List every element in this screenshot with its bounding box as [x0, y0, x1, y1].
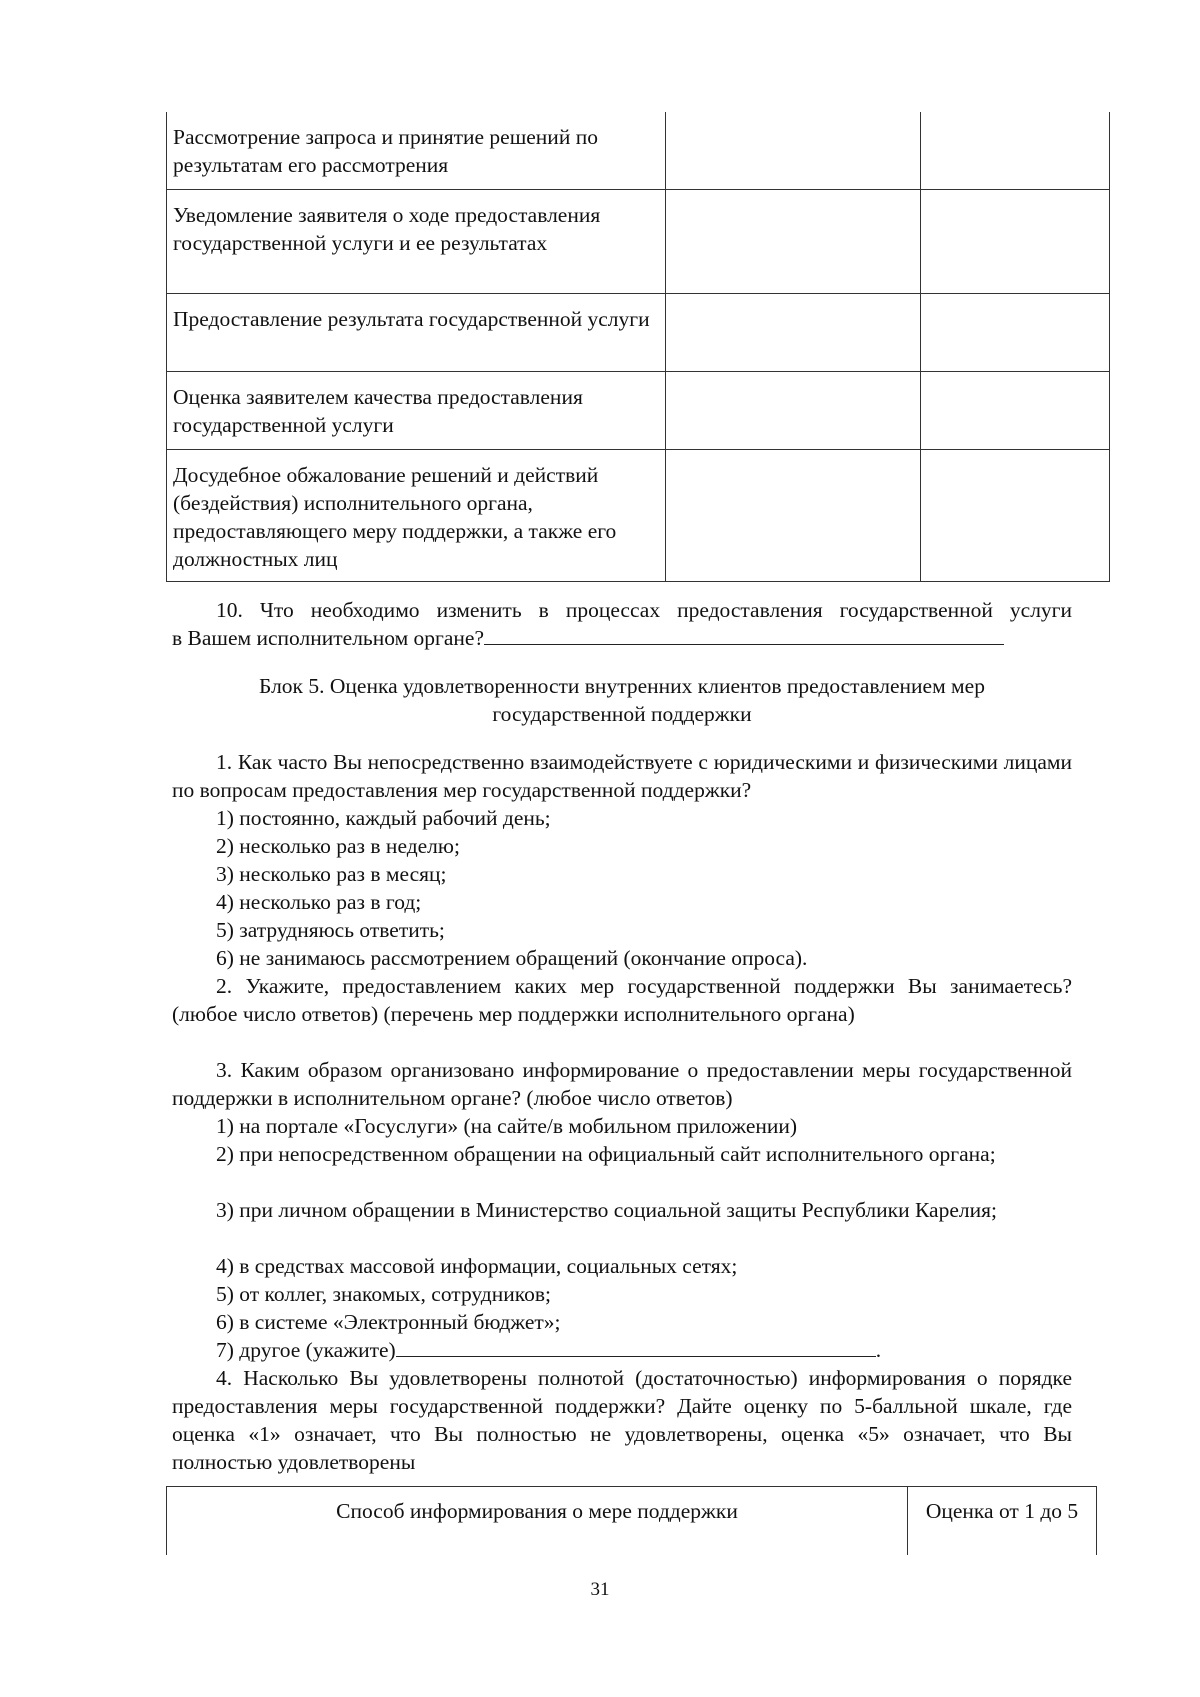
q1-option-1: 1) постоянно, каждый рабочий день; [216, 806, 551, 830]
table-cell-empty [666, 190, 921, 294]
table-header-method: Способ информирования о мере поддержки [167, 1487, 908, 1556]
table-cell-empty [921, 294, 1110, 372]
table-cell-empty [921, 372, 1110, 450]
q3-option-7-label: 7) другое (укажите) [216, 1338, 396, 1362]
stages-table [166, 112, 1110, 582]
q1-option-4: 4) несколько раз в год; [216, 890, 422, 914]
table-row [167, 294, 1110, 372]
table-cell-empty [666, 294, 921, 372]
table-cell-empty [921, 450, 1110, 582]
table-row [167, 190, 1110, 294]
table-cell-empty [666, 450, 921, 582]
table-row [167, 112, 1110, 190]
block-5-title-line1: Блок 5. Оценка удовлетворенности внутренних клиентов предоставлением мер [259, 674, 985, 698]
q3-option-4: 4) в средствах массовой информации, социальных сетях; [216, 1254, 738, 1278]
table-cell-empty [921, 190, 1110, 294]
table-cell-empty [666, 112, 921, 190]
table-cell-empty [921, 112, 1110, 190]
q1-option-6: 6) не занимаюсь рассмотрением обращений (окончание опроса). [216, 946, 808, 970]
question-1: 1. Как часто Вы непосредственно взаимодействуете с юридическими и физическими лицами по вопросам предоставления мер государственной поддержки? [172, 750, 1072, 802]
table-cell-stage: Рассмотрение запроса и принятие решений по результатам его рассмотрения [167, 112, 666, 190]
answer-blank-line [396, 1336, 876, 1357]
question-3: 3. Каким образом организовано информирование о предоставлении меры государственной поддержки в исполнительном органе? (любое число ответов) [172, 1058, 1072, 1110]
table-header-rating: Оценка от 1 до 5 [908, 1487, 1097, 1556]
q3-option-7-period: . [875, 1338, 882, 1362]
block-5-title-line2: государственной поддержки [492, 702, 752, 726]
q1-option-2: 2) несколько раз в неделю; [216, 834, 460, 858]
table-cell-empty [666, 372, 921, 450]
table-cell-stage: Досудебное обжалование решений и действий (бездействия) исполнительного органа, предоставляющего меру поддержки, а также его должностных лиц [167, 450, 666, 582]
q1-option-3: 3) несколько раз в месяц; [216, 862, 447, 886]
table-row [167, 372, 1110, 450]
page-number: 31 [590, 1579, 610, 1600]
answer-blank-line [484, 624, 1004, 645]
q3-option-7 [216, 1336, 881, 1364]
table-cell-stage: Оценка заявителем качества предоставления государственной услуги [167, 372, 666, 450]
q3-option-1: 1) на портале «Госуслуги» (на сайте/в мобильном приложении) [216, 1114, 798, 1138]
question-2: 2. Укажите, предоставлением каких мер государственной поддержки Вы занимаетесь? (любое число ответов) (перечень мер поддержки исполнительного органа) [172, 974, 1072, 1026]
question-10-text: в Вашем исполнительном органе? [172, 626, 485, 650]
q3-option-5: 5) от коллег, знакомых, сотрудников; [216, 1282, 551, 1306]
table-header-row [167, 1487, 1097, 1556]
rating-table [166, 1486, 1097, 1555]
q3-option-2: 2) при непосредственном обращении на официальный сайт исполнительного органа; [216, 1142, 996, 1166]
table-cell-stage: Предоставление результата государственной услуги [167, 294, 666, 372]
question-4: 4. Насколько Вы удовлетворены полнотой (достаточностью) информирования о порядке предоставления меры государственной поддержки? Дайте оценку по 5-балльной шкале, где оценка «1» означает, что Вы полностью не удовлетворены, оценка «5» означает, что Вы полностью удовлетворены [172, 1366, 1072, 1474]
q1-option-5: 5) затрудняюсь ответить; [216, 918, 445, 942]
question-10-line2 [172, 624, 1072, 652]
table-cell-stage: Уведомление заявителя о ходе предоставления государственной услуги и ее результатах [167, 190, 666, 294]
q3-option-3: 3) при личном обращении в Министерство социальной защиты Республики Карелия; [216, 1198, 997, 1222]
question-10-line1: 10. Что необходимо изменить в процессах предоставления государственной услуги [216, 598, 1072, 622]
table-row [167, 450, 1110, 582]
q3-option-6: 6) в системе «Электронный бюджет»; [216, 1310, 561, 1334]
